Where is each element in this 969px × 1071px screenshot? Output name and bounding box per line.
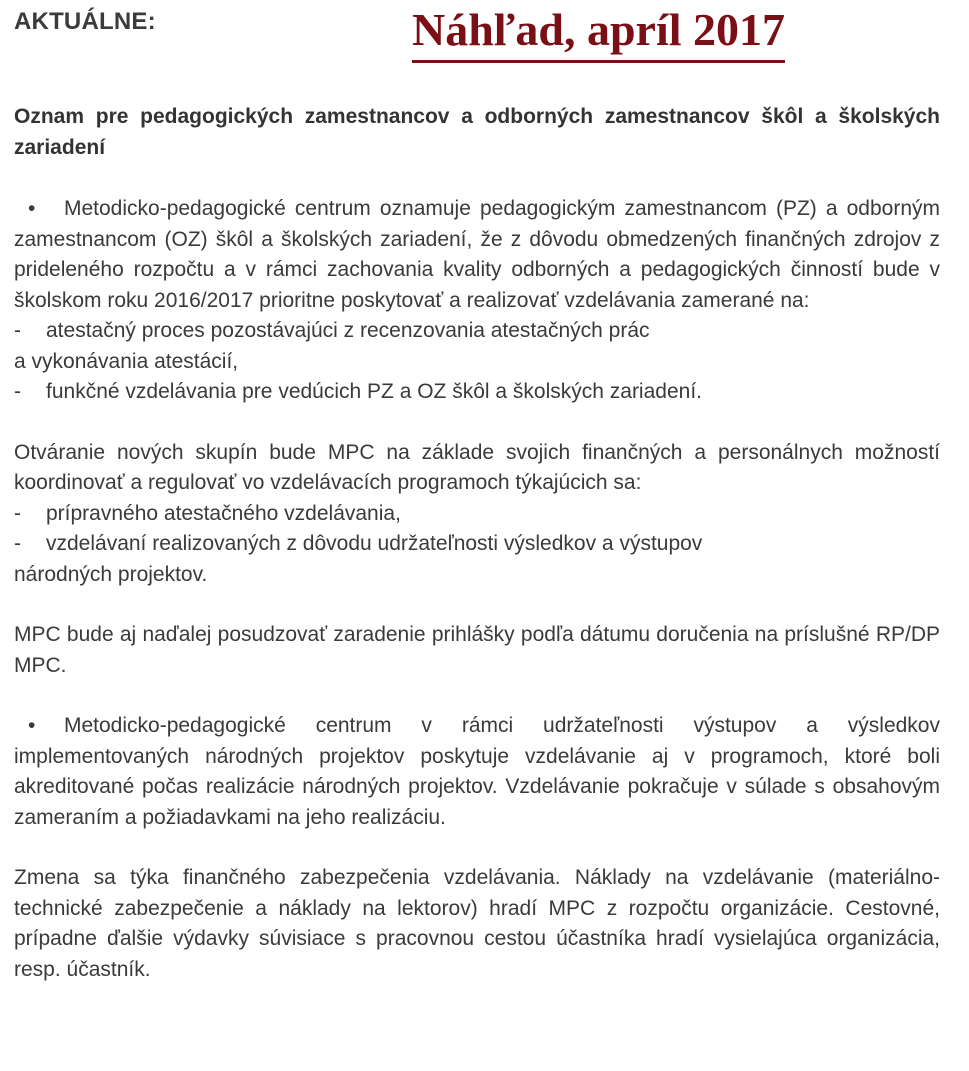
- section-label: AKTUÁLNE:: [14, 8, 156, 35]
- paragraph-financing: Zmena sa týka finančného zabezpečenia vzdelávania. Náklady na vzdelávanie (materiálno-technické zabezpečenie a náklady na lektorov) hradí MPC z rozpočtu organizácie. Cestovné, prípadne ďalšie výdavky súvisiace s pracovnou cestou účastníka hradí vysielajúca organizácia, resp. účastník.: [14, 866, 940, 981]
- bullet-icon: •: [28, 197, 36, 220]
- announcement-heading: Oznam pre pedagogických zamestnancov a odborných zamestnancov škôl a školských zariadení: [14, 105, 940, 159]
- dash-icon: -: [14, 501, 21, 525]
- paragraph-text: Metodicko-pedagogické centrum oznamuje pedagogickým zamestnancom (PZ) a odborným zamestnancom (OZ) škôl a školských zariadení, že z dôvodu obmedzených finančných zdrojov z prideleného rozpočtu a v rámci zachovania kvality odborných a pedagogických činností bude v školskom roku 2016/2017 prioritne poskytovať a realizovať vzdelávania zamerané na:: [14, 197, 940, 312]
- list-item: [14, 529, 940, 560]
- paragraph-text: Metodicko-pedagogické centrum v rámci udržateľnosti výstupov a výsledkov implementovaných národných projektov poskytuje vzdelávanie aj v programoch, ktoré boli akreditované počas realizácie národných projektov. Vzdelávanie pokračuje v súlade s obsahovým zameraním a požiadavkami na jeho realizáciu.: [14, 714, 940, 829]
- dash-icon: -: [14, 380, 21, 403]
- paragraph-registration: MPC bude aj naďalej posudzovať zaradenie prihlášky podľa dátumu doručenia na príslušné RP/DP MPC.: [14, 623, 940, 677]
- list-item-text: vzdelávaní realizovaných z dôvodu udržateľnosti výsledkov a výstupov: [46, 532, 703, 555]
- bullet-icon: •: [28, 714, 36, 737]
- list-item-continuation: a vykonávania atestácií,: [14, 349, 239, 373]
- paragraph-intro-3: [14, 711, 940, 833]
- dash-icon: -: [14, 319, 21, 342]
- list-item-text: funkčné vzdelávania pre vedúcich PZ a OZ škôl a školských zariadení.: [46, 380, 702, 403]
- paragraph-intro-2: Otváranie nových skupín bude MPC na základe svojich finančných a personálnych možností koordinovať a regulovať vo vzdelávacích programoch týkajúcich sa:: [14, 440, 940, 494]
- list-item-text: atestačný proces pozostávajúci z recenzovania atestačných prác: [46, 319, 650, 342]
- announcement-body: [14, 102, 940, 985]
- list-item: [14, 377, 940, 408]
- page-title: Náhľad, apríl 2017: [412, 2, 785, 63]
- dash-icon: -: [14, 532, 21, 555]
- paragraph-intro-1: [14, 194, 940, 316]
- list-item-continuation: národných projektov.: [14, 562, 208, 586]
- list-item: [14, 499, 940, 530]
- list-item: [14, 316, 940, 347]
- list-item-text: prípravného atestačného vzdelávania,: [46, 501, 401, 525]
